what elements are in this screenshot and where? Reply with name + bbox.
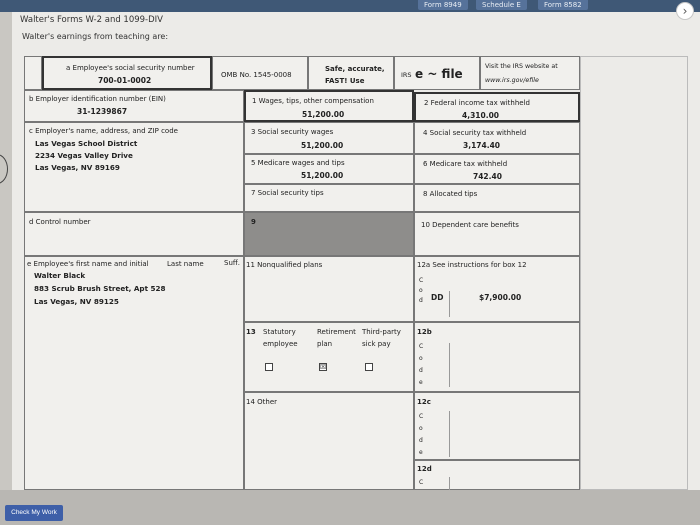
retirement-label: Retirement (317, 328, 356, 336)
box-b-label: b Employer identification number (EIN) (29, 95, 166, 103)
scroll-edge-decoration (0, 154, 8, 184)
box-b-ein (24, 90, 244, 122)
box-12b-code-c: C (419, 343, 424, 350)
box-9-label: 9 (251, 218, 256, 226)
box-e-line3: Las Vegas, NV 89125 (34, 297, 119, 306)
box-8-allocated-tips (414, 184, 580, 212)
box-7-ss-tips (244, 184, 414, 212)
box-5-label: 5 Medicare wages and tips (251, 159, 345, 167)
third-party-sick-pay-checkbox[interactable] (365, 363, 373, 371)
chevron-right-icon[interactable]: › (676, 2, 694, 20)
box-10-dependent-care (414, 212, 580, 256)
plan-label: plan (317, 340, 333, 348)
statutory-employee-checkbox[interactable] (265, 363, 273, 371)
efile-box (394, 56, 480, 90)
tab-form-8949[interactable]: Form 8949 (418, 0, 468, 10)
box-9 (244, 212, 414, 256)
right-margin-area (580, 56, 688, 490)
box-a-value: 700-01-0002 (98, 76, 152, 85)
box-e-employee (24, 256, 244, 490)
box-10-label: 10 Dependent care benefits (421, 221, 519, 229)
thirdparty-label: Third-party (362, 328, 401, 336)
visit-line1: Visit the IRS website at (485, 63, 558, 70)
tab-schedule-e[interactable]: Schedule E (476, 0, 527, 10)
box-4-ss-tax (414, 122, 580, 154)
top-navigation-bar (0, 0, 700, 12)
box-12c-code-o: o (419, 425, 423, 432)
box-12b-code-o: o (419, 355, 423, 362)
box-1-label: 1 Wages, tips, other compensation (252, 97, 374, 105)
box-c-label: c Employer's name, address, and ZIP code (29, 127, 178, 135)
box-3-ss-wages (244, 122, 414, 154)
box-12a-amount: $7,900.00 (479, 293, 522, 302)
employee-label: employee (263, 340, 298, 348)
box-b-value: 31-1239867 (77, 107, 128, 116)
visit-line2: www.irs.gov/efile (485, 77, 539, 84)
irs-label: IRS (401, 71, 412, 79)
sickpay-label: sick pay (362, 340, 391, 348)
box-a-label: a Employee's social security number (66, 64, 195, 72)
box-4-label: 4 Social security tax withheld (423, 129, 527, 137)
box-12a-code-c: C (419, 277, 424, 284)
box-e-line2: 883 Scrub Brush Street, Apt 528 (34, 284, 166, 293)
efile-logo: e ~ file (415, 67, 463, 81)
box-void-area (24, 56, 42, 90)
box-2-federal-tax (414, 92, 580, 122)
retirement-plan-checkbox[interactable]: ☒ (320, 363, 327, 371)
visit-irs-box (480, 56, 580, 90)
box-12b-code-e: e (419, 379, 423, 386)
box-12c-code-e: e (419, 449, 423, 456)
box-d-control-number (24, 212, 244, 256)
box-12a-label: 12a See instructions for box 12 (417, 261, 527, 269)
box-e-suffix-label: Suff. (224, 259, 240, 267)
omb-box (212, 56, 308, 90)
box-7-label: 7 Social security tips (251, 189, 324, 197)
box-14-label: 14 Other (246, 398, 278, 406)
box-12c-code-d: d (419, 437, 423, 444)
box-11-label: 11 Nonqualified plans (246, 261, 323, 269)
box-3-label: 3 Social security wages (251, 128, 334, 136)
box-12c (414, 392, 580, 460)
tab-form-8582[interactable]: Form 8582 (538, 0, 588, 10)
page-subtitle: Walter's earnings from teaching are: (22, 32, 169, 41)
box-c-line3: Las Vegas, NV 89169 (35, 163, 120, 172)
page-title: Walter's Forms W-2 and 1099-DIV (20, 15, 163, 25)
box-d-label: d Control number (29, 218, 91, 226)
box-12c-label: 12c (417, 398, 431, 406)
statutory-label: Statutory (263, 328, 296, 336)
box-6-value: 742.40 (473, 172, 502, 181)
omb-number: OMB No. 1545-0008 (221, 71, 292, 79)
box-1-value: 51,200.00 (302, 110, 345, 119)
box-2-label: 2 Federal income tax withheld (424, 99, 530, 107)
box-11-nonqualified (244, 256, 414, 322)
box-c-line1: Las Vegas School District (35, 139, 138, 148)
box-14-other (244, 392, 414, 490)
box-a-ssn (42, 56, 212, 90)
box-4-value: 3,174.40 (463, 141, 501, 150)
box-12d-label: 12d (417, 465, 432, 473)
box-12b (414, 322, 580, 392)
box-12b-label: 12b (417, 328, 432, 336)
box-2-value: 4,310.00 (462, 111, 500, 120)
box-13-checkboxes (244, 322, 414, 392)
box-12a-code-d: d (419, 297, 423, 304)
box-6-label: 6 Medicare tax withheld (423, 160, 508, 168)
safe-accurate-box (308, 56, 394, 90)
safe-line2: FAST! Use (325, 77, 365, 85)
box-13-label: 13 (246, 328, 256, 336)
box-5-medicare-wages (244, 154, 414, 184)
box-e-label: e Employee's first name and initial (27, 260, 149, 268)
box-e-lastname-label: Last name (167, 260, 204, 268)
box-5-value: 51,200.00 (301, 171, 344, 180)
box-12c-code-c: C (419, 413, 424, 420)
box-12a-code-value: DD (431, 293, 444, 302)
box-12d (414, 460, 580, 490)
box-3-value: 51,200.00 (301, 141, 344, 150)
box-c-employer (24, 122, 244, 212)
box-12a (414, 256, 580, 322)
box-c-line2: 2234 Vegas Valley Drive (35, 151, 133, 160)
box-12d-code-c: C (419, 479, 424, 486)
box-8-label: 8 Allocated tips (423, 190, 478, 198)
check-my-work-button[interactable]: Check My Work (5, 505, 63, 521)
box-6-medicare-tax (414, 154, 580, 184)
box-e-line1: Walter Black (34, 271, 86, 280)
box-1-wages (244, 90, 414, 122)
footer-bar (0, 490, 700, 525)
safe-line1: Safe, accurate, (325, 65, 385, 73)
box-12a-code-o: o (419, 287, 423, 294)
box-12b-code-d: d (419, 367, 423, 374)
